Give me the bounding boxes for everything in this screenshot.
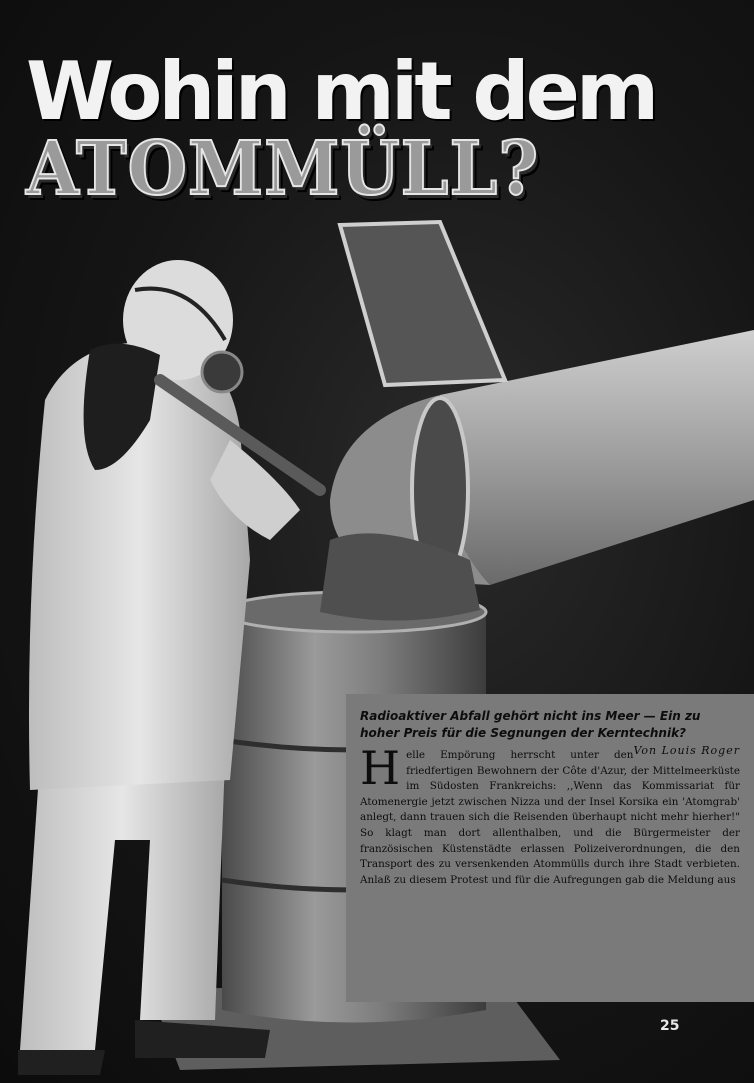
- article-intro-box: [346, 694, 754, 1002]
- byline: Von Louis Roger: [633, 744, 740, 757]
- deck-text: Radioaktiver Abfall gehört nicht ins Meer — Ein zu hoher Preis für die Segnungen der Kerntechnik?: [360, 709, 701, 740]
- headline-line-2: ATOMMÜLL?: [26, 126, 540, 212]
- article-deck: [360, 708, 740, 757]
- article-body-text: elle Empörung herrscht unter den friedfertigen Bewohnern der Côte d'Azur, der Mittelmeerküste im Südosten Frankreichs: ,,Wenn das Kommissariat für Atomenergie jetzt zwischen Nizza und der Insel Korsika ein 'Atomgrab' anlegt, dann trauen sich die Reisenden überhaupt nicht mehr hierher!" So klagt man dort allenthalben, und die Bürgermeister der französischen Küstenstädte erlassen Polizeiverordnungen, die den Transport des zu versenkenden Atommülls durch ihre Stadt verbieten. Anlaß zu diesem Protest und für die Aufregungen gab die Meldung aus: [360, 749, 740, 886]
- headline-line-1: Wohin mit dem: [26, 45, 656, 138]
- drop-cap: H: [360, 741, 401, 795]
- discharge-chute: [320, 222, 754, 621]
- page-number: 25: [660, 1018, 680, 1034]
- article-body: [360, 741, 740, 888]
